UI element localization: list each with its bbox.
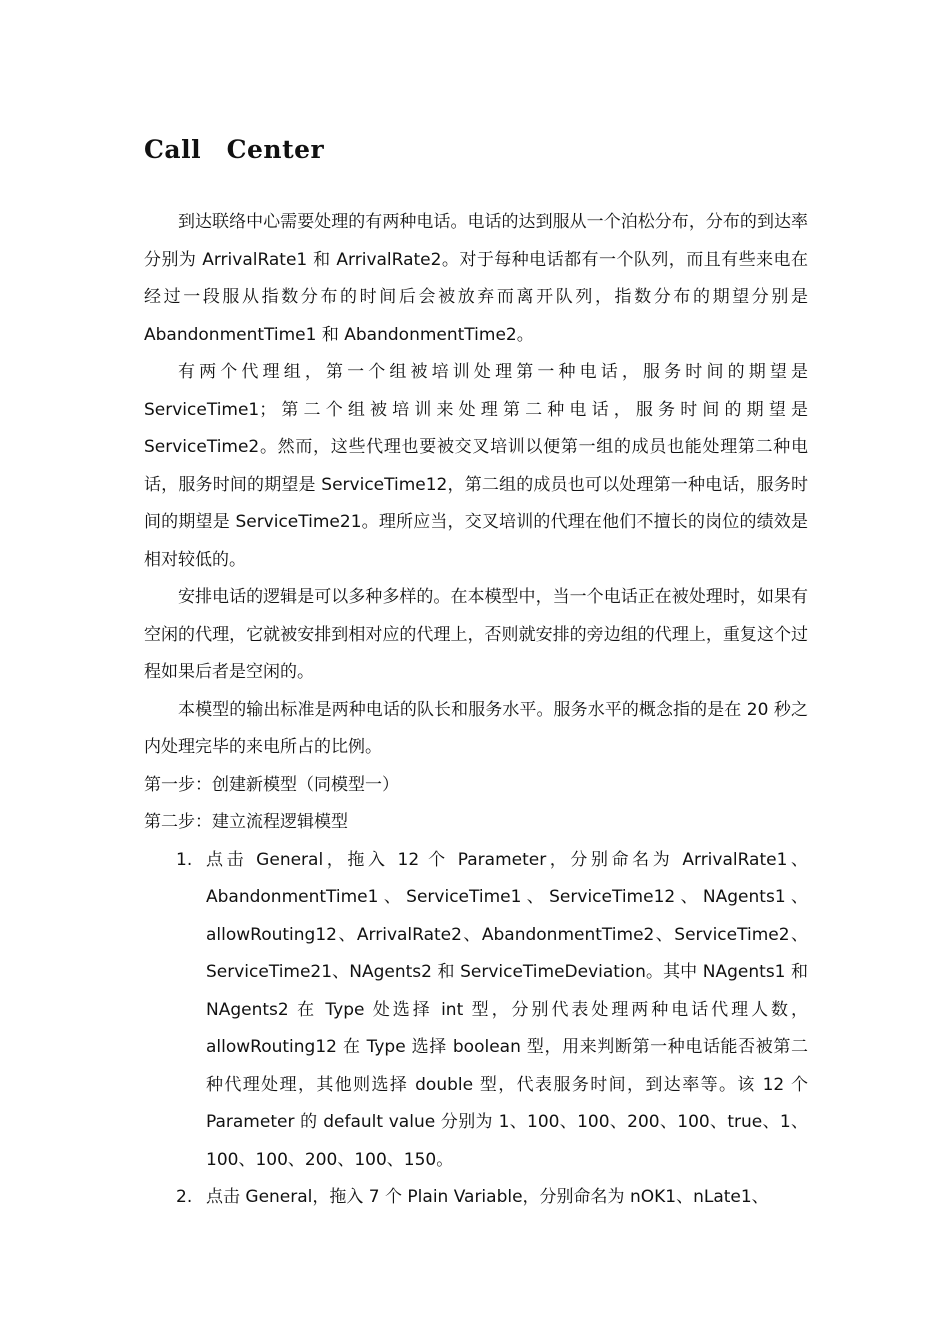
step-one: 第一步：创建新模型（同模型一） (144, 774, 399, 795)
list-item-text: 点击 General，拖入 7 个 Plain Variable，分别命名为 nOK1、nLate1、 (206, 1187, 769, 1207)
paragraph-routing-logic: 安排电话的逻辑是可以多种多样的。在本模型中，当一个电话正在被处理时，如果有空闲的代理，它就被安排到相对应的代理上，否则就安排的旁边组的代理上，重复这个过程如果后者是空闲的。 (144, 587, 808, 682)
list-item-text: 点击 General，拖入 12 个 Parameter，分别命名为 ArrivalRate1、AbandonmentTime1、ServiceTime1、ServiceTime12、NAgents1、allowRouting12、ArrivalRate2、AbandonmentTime2、ServiceTime2、ServiceTime21、NAgents2 和 ServiceTimeDeviation。其中 NAgents1 和 NAgents2 在 Type 处选择 int 型，分别代表处理两种电话代理人数，allowRouting12 在 Type 选择 boolean 型，用来判断第一种电话能否被第二种代理处理，其他则选择 double 型，代表服务时间，到达率等。该 12 个 Parameter 的 default value 分别为 1、100、100、200、100、true、1、100、100、200、100、150。 (206, 849, 808, 1170)
document-body (144, 204, 808, 1217)
document-title: Call Center (144, 135, 325, 164)
list-item (176, 842, 808, 1180)
list-item-number: 2. (176, 1187, 193, 1207)
step-two: 第二步：建立流程逻辑模型 (144, 812, 348, 832)
list-item-number: 1. (176, 849, 193, 870)
paragraph-output-criteria: 本模型的输出标准是两种电话的队长和服务水平。服务水平的概念指的是在 20 秒之内处理完毕的来电所占的比例。 (144, 699, 808, 757)
paragraph-call-types: 到达联络中心需要处理的有两种电话。电话的达到服从一个泊松分布，分布的到达率分别为 ArrivalRate1 和 ArrivalRate2。对于每种电话都有一个队列，而且有些来电在经过一段服从指数分布的时间后会被放弃而离开队列，指数分布的期望分别是 AbandonmentTime1 和 AbandonmentTime2。 (144, 212, 808, 345)
list-item (176, 1179, 808, 1217)
paragraph-agent-groups: 有两个代理组，第一个组被培训处理第一种电话，服务时间的期望是 ServiceTime1；第二个组被培训来处理第二种电话，服务时间的期望是 ServiceTime2。然而，这些代理也要被交叉培训以便第一组的成员也能处理第二种电话，服务时间的期望是 ServiceTime12，第二组的成员也可以处理第一种电话，服务时间的期望是 ServiceTime21。理所应当，交叉培训的代理在他们不擅长的岗位的绩效是相对较低的。 (144, 362, 808, 570)
instruction-list (144, 842, 808, 1217)
